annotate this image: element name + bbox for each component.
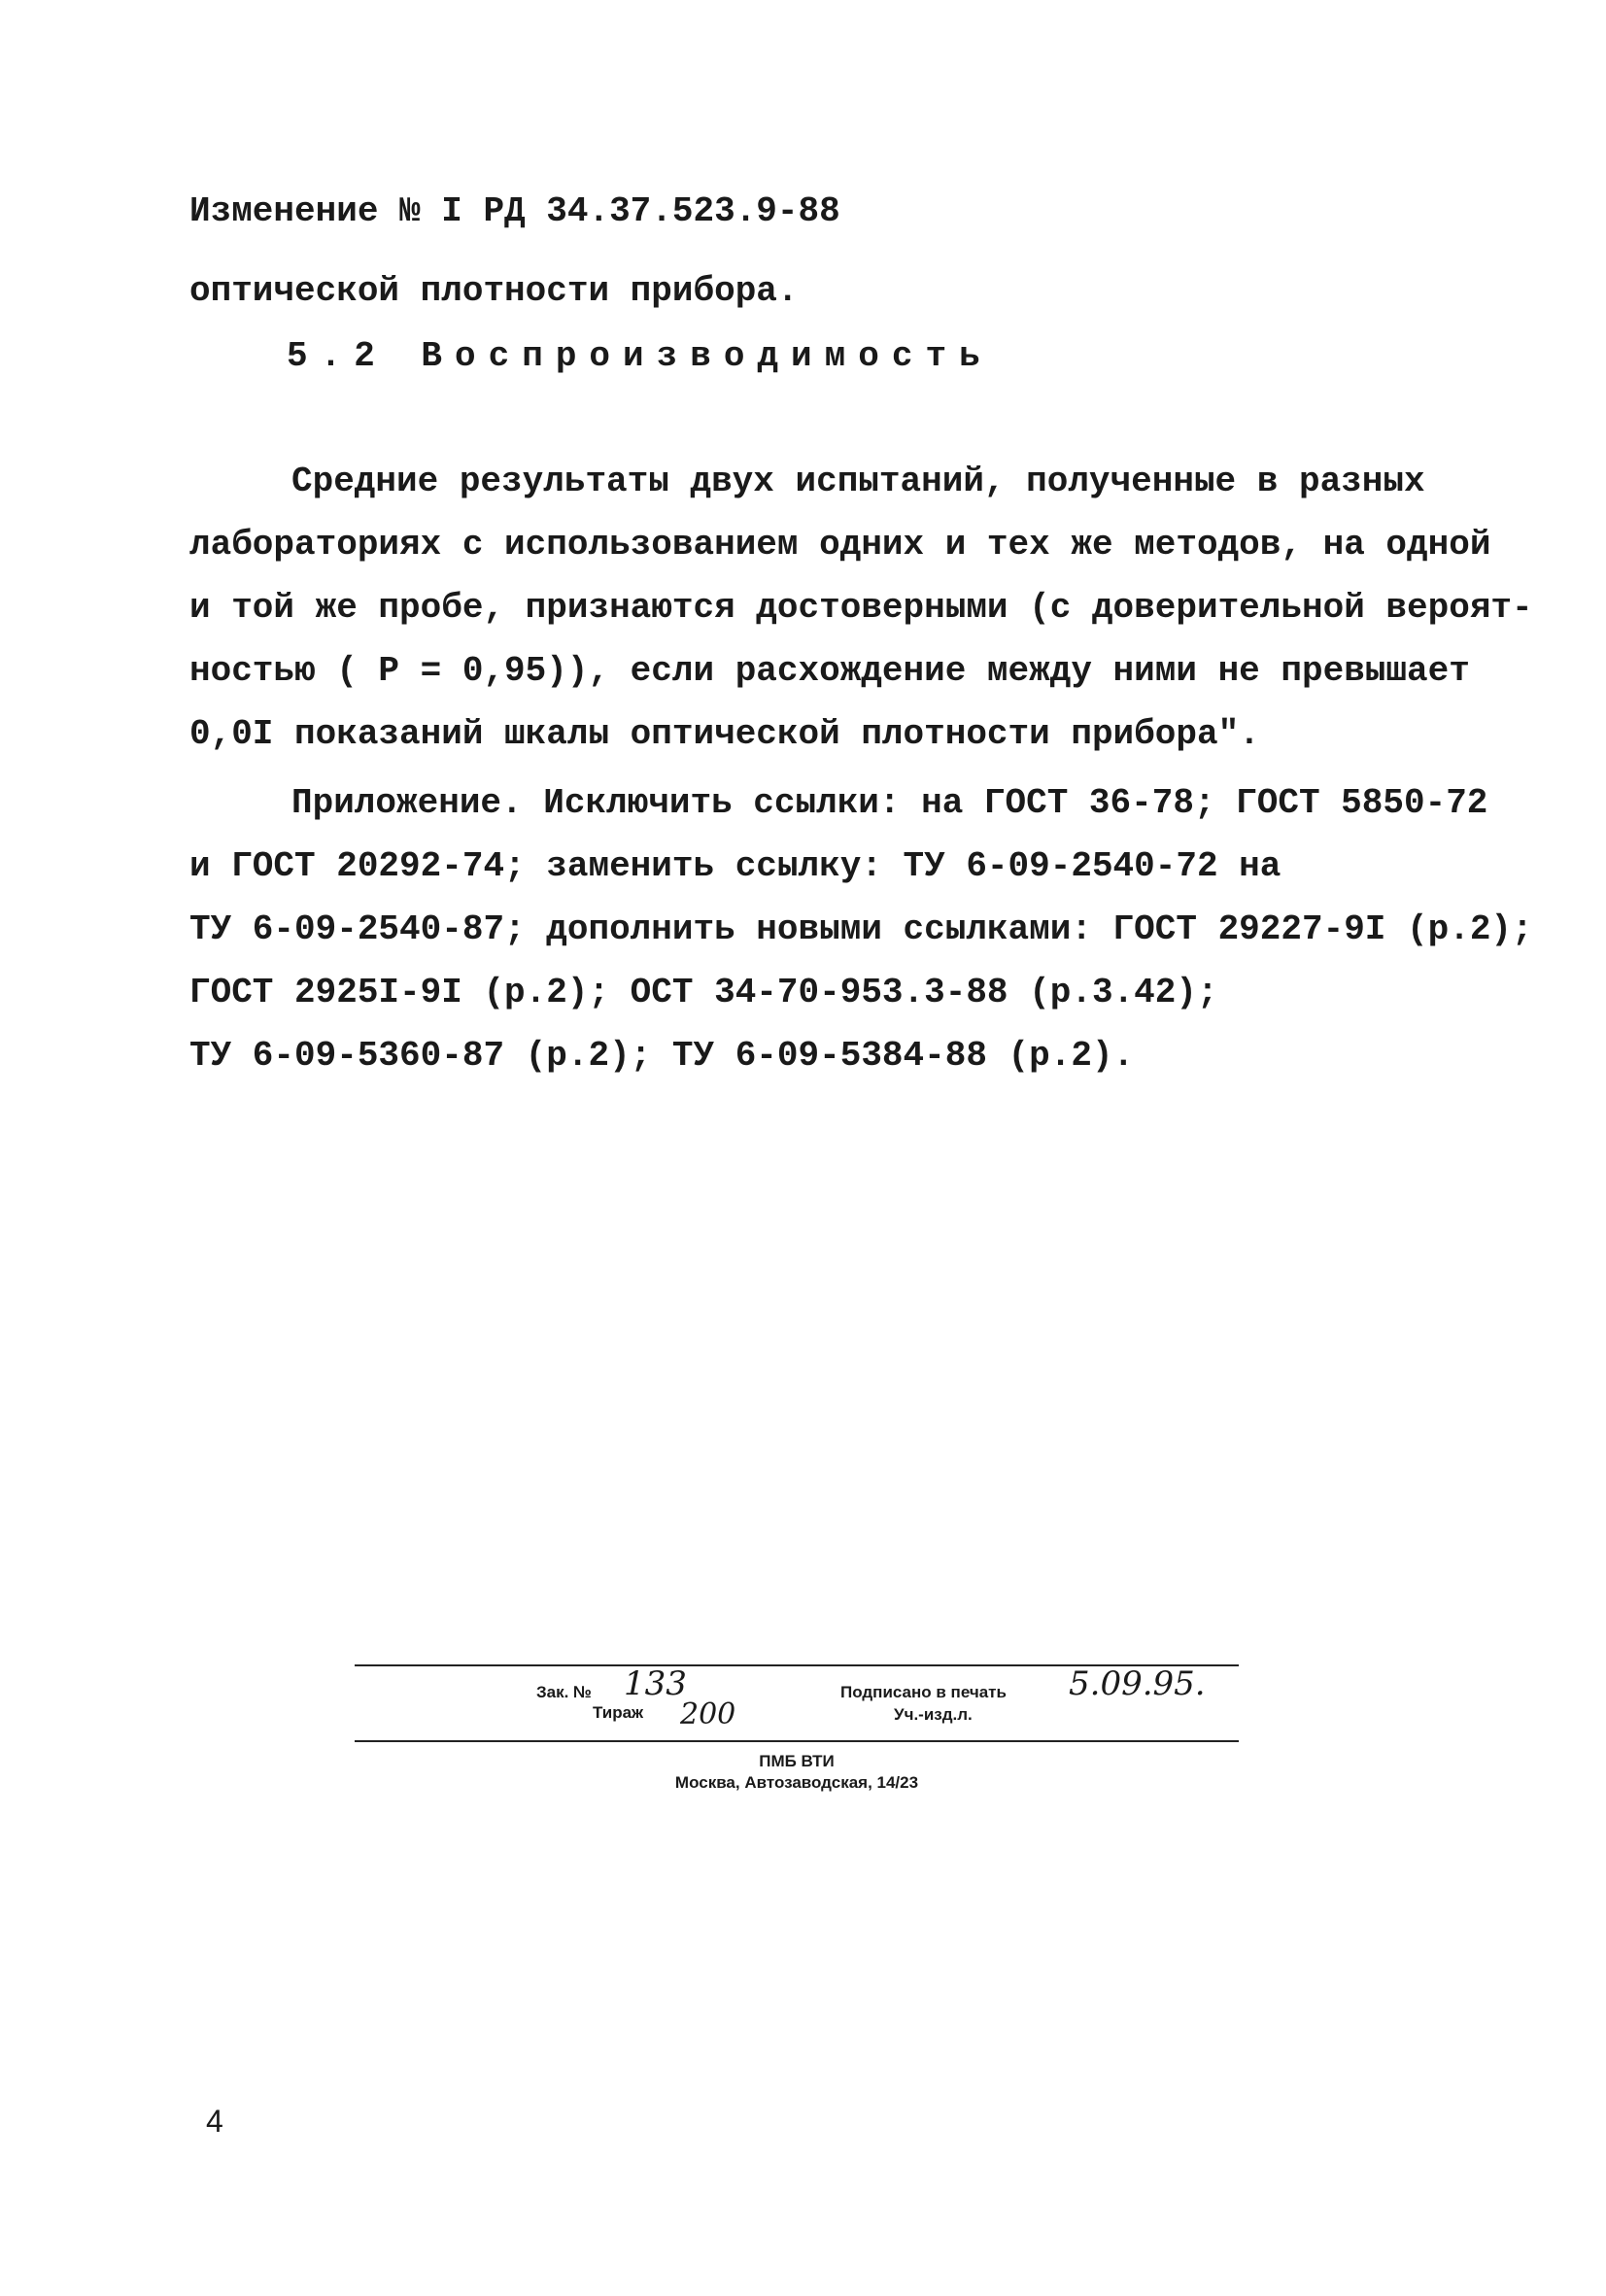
appendix-line: Приложение. Исключить ссылки: на ГОСТ 36-78; ГОСТ 5850-72 [291, 783, 1488, 823]
publisher-name: ПМБ ВТИ [759, 1752, 835, 1770]
paragraph-line: и той же пробе, признаются достоверными (с доверительной вероят- [189, 588, 1533, 628]
signed-label: Подписано в печать [840, 1683, 1007, 1701]
appendix-line: ТУ 6-09-5360-87 (р.2); ТУ 6-09-5384-88 (р.2). [189, 1036, 1135, 1076]
continuation-line: оптической плотности прибора. [189, 271, 799, 311]
paragraph-line: Средние результаты двух испытаний, полученные в разных [291, 462, 1425, 501]
circulation-value: 200 [680, 1697, 736, 1731]
order-value: 133 [624, 1664, 687, 1703]
imprint-block [355, 1657, 1239, 1812]
edition-label: Уч.-изд.л. [894, 1705, 973, 1724]
publisher-address: Москва, Автозаводская, 14/23 [674, 1773, 919, 1792]
appendix-line: и ГОСТ 20292-74; заменить ссылку: ТУ 6-09-2540-72 на [189, 846, 1281, 886]
order-label: Зак. № [536, 1683, 593, 1701]
imprint-bottom-rule [355, 1740, 1239, 1742]
paragraph-line: 0,0I показаний шкалы оптической плотности прибора". [189, 714, 1260, 754]
appendix-line: ТУ 6-09-2540-87; дополнить новыми ссылками: ГОСТ 29227-9I (р.2); [189, 909, 1533, 949]
paragraph-line: лабораториях с использованием одних и тех же методов, на одной [189, 525, 1491, 565]
paragraph-line: ностью ( Р = 0,95)), если расхождение между ними не превышает [189, 651, 1470, 691]
appendix-line: ГОСТ 2925I-9I (р.2); ОСТ 34-70-953.3-88 (р.3.42); [189, 973, 1218, 1012]
circulation-label: Тираж [593, 1703, 644, 1722]
section-title: 5.2 Воспроизводимость [287, 336, 993, 376]
signed-value: 5.09.95. [1069, 1664, 1206, 1703]
page-number: 4 [206, 2104, 223, 2139]
amendment-header: Изменение № I РД 34.37.523.9-88 [189, 191, 840, 231]
